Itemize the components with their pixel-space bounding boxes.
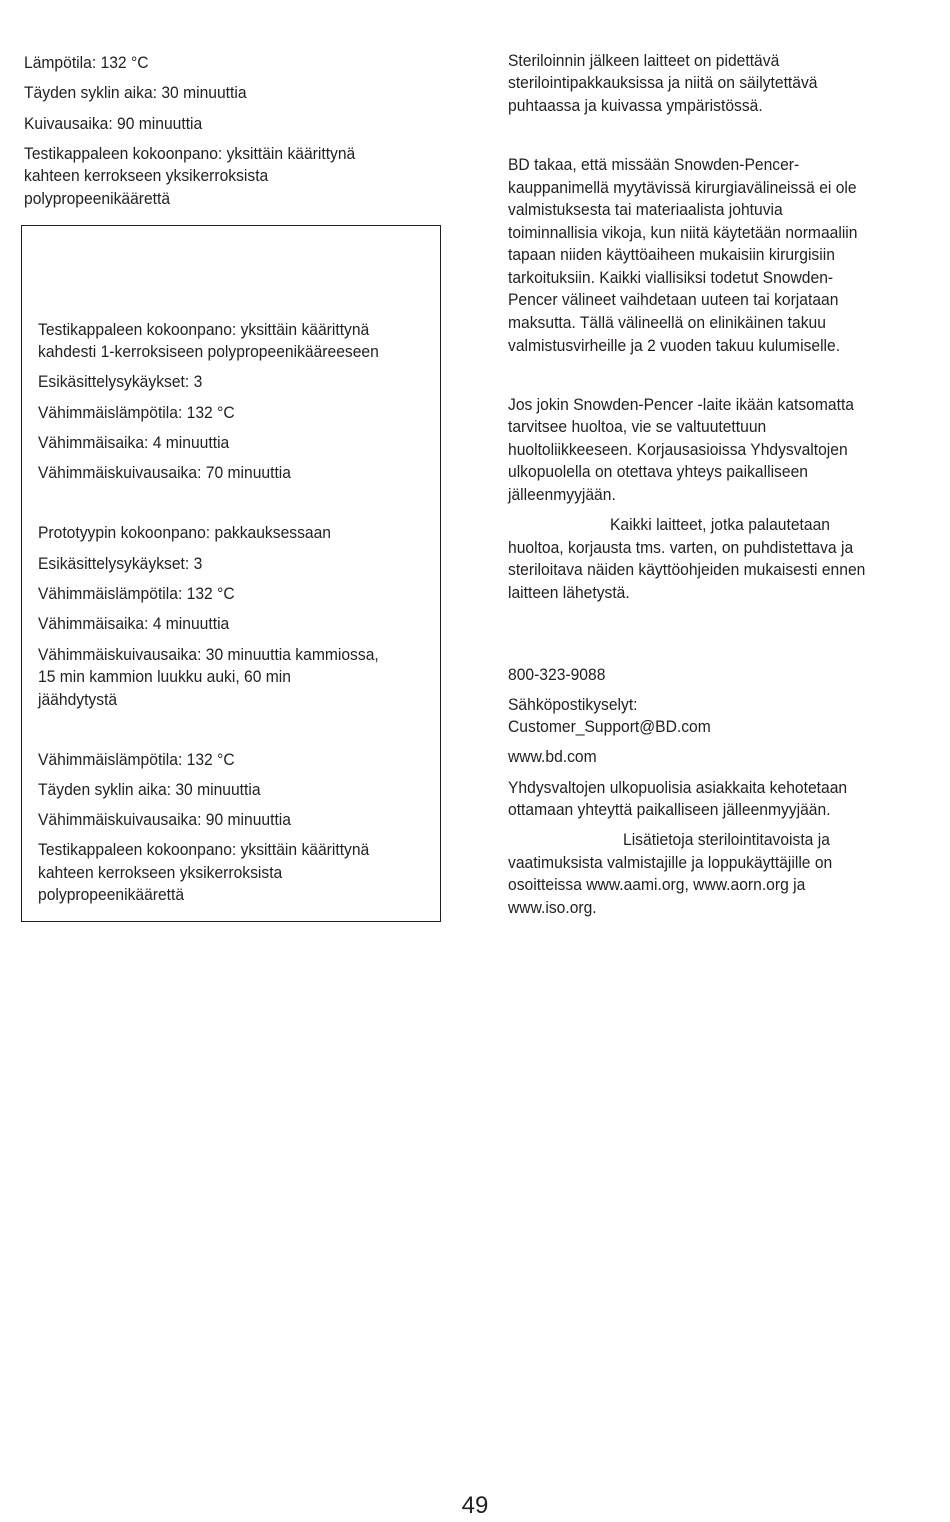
info-paragraph-line: Lisätietoja sterilointitavoista ja xyxy=(623,830,830,849)
test-config-line: kahteen kerrokseen yksikerroksista xyxy=(24,166,269,185)
page-number: 49 xyxy=(461,1492,489,1519)
info-paragraph-line: www.iso.org. xyxy=(508,898,597,917)
storage-paragraph-line: puhtaassa ja kuivassa ympäristössä. xyxy=(508,96,763,115)
min-temperature-line: Vähimmäislämpötila: 132 °C xyxy=(38,750,235,769)
min-drying-line: 15 min kammion luukku auki, 60 min xyxy=(38,667,291,686)
drying-time-line: Kuivausaika: 90 minuuttia xyxy=(24,114,203,133)
warranty-paragraph-line: tapaan niiden käyttöaiheen mukaisiin kirurgisiin xyxy=(508,245,835,264)
warranty-paragraph-line: Pencer välineet vaihdetaan uuteen tai korjataan xyxy=(508,290,839,309)
phone-number: 800-323-9088 xyxy=(508,665,606,684)
min-drying-line: Vähimmäiskuivausaika: 70 minuuttia xyxy=(38,463,291,482)
test-config-line: polypropeenikäärettä xyxy=(38,885,185,904)
temperature-line: Lämpötila: 132 °C xyxy=(24,53,149,72)
warranty-paragraph-line: kauppanimellä myytävissä kirurgiavälineissä ei ole xyxy=(508,178,857,197)
warranty-paragraph-line: valmistuksesta tai materiaalista johtuvia xyxy=(508,200,783,219)
return-paragraph-line: Kaikki laitteet, jotka palautetaan xyxy=(610,515,830,534)
info-paragraph-line: osoitteissa www.aami.org, www.aorn.org ja xyxy=(508,875,806,894)
storage-paragraph-line: Steriloinnin jälkeen laitteet on pidettävä xyxy=(508,51,780,70)
sterilization-parameters-box xyxy=(21,225,441,922)
website-link: www.bd.com xyxy=(508,747,597,766)
warranty-paragraph-line: maksutta. Tällä välineellä on elinikäinen takuu xyxy=(508,313,826,332)
warranty-paragraph-line: BD takaa, että missään Snowden-Pencer- xyxy=(508,155,800,174)
test-config-line: polypropeenikäärettä xyxy=(24,189,171,208)
test-config-line: kahteen kerrokseen yksikerroksista xyxy=(38,863,283,882)
email-address: Customer_Support@BD.com xyxy=(508,717,711,736)
test-config-line: Testikappaleen kokoonpano: yksittäin käärittynä xyxy=(24,144,356,163)
preconditioning-line: Esikäsittelysykäykset: 3 xyxy=(38,372,203,391)
prototype-config-line: Prototyypin kokoonpano: pakkauksessaan xyxy=(38,523,332,542)
storage-paragraph-line: sterilointipakkauksissa ja niitä on säilytettävä xyxy=(508,73,818,92)
test-config-line: Testikappaleen kokoonpano: yksittäin käärittynä xyxy=(38,320,370,339)
min-drying-line: Vähimmäiskuivausaika: 30 minuuttia kammiossa, xyxy=(38,645,379,664)
service-paragraph-line: tarvitsee huoltoa, vie se valtuutettuun xyxy=(508,417,767,436)
service-paragraph-line: huoltoliikkeeseen. Korjausasioissa Yhdysvaltojen xyxy=(508,440,848,459)
min-temperature-line: Vähimmäislämpötila: 132 °C xyxy=(38,403,235,422)
min-drying-line: Vähimmäiskuivausaika: 90 minuuttia xyxy=(38,810,291,829)
international-paragraph-line: ottamaan yhteyttä paikalliseen jälleenmyyjään. xyxy=(508,800,831,819)
min-temperature-line: Vähimmäislämpötila: 132 °C xyxy=(38,584,235,603)
warranty-paragraph-line: tarkoituksiin. Kaikki viallisiksi todetut Snowden- xyxy=(508,268,834,287)
test-config-line: Testikappaleen kokoonpano: yksittäin käärittynä xyxy=(38,840,370,859)
min-time-line: Vähimmäisaika: 4 minuuttia xyxy=(38,433,230,452)
email-label: Sähköpostikyselyt: xyxy=(508,695,638,714)
service-paragraph-line: Jos jokin Snowden-Pencer -laite ikään katsomatta xyxy=(508,395,855,414)
return-paragraph-line: huoltoa, korjausta tms. varten, on puhdistettava ja xyxy=(508,538,854,557)
service-paragraph-line: jälleenmyyjään. xyxy=(508,485,616,504)
test-config-line: kahdesti 1-kerroksiseen polypropeenikääreeseen xyxy=(38,342,379,361)
international-paragraph-line: Yhdysvaltojen ulkopuolisia asiakkaita kehotetaan xyxy=(508,778,848,797)
preconditioning-line: Esikäsittelysykäykset: 3 xyxy=(38,554,203,573)
min-time-line: Vähimmäisaika: 4 minuuttia xyxy=(38,614,230,633)
min-drying-line: jäähdytystä xyxy=(38,690,118,709)
full-cycle-line: Täyden syklin aika: 30 minuuttia xyxy=(38,780,261,799)
warranty-paragraph-line: valmistusvirheille ja 2 vuoden takuu kulumiselle. xyxy=(508,336,841,355)
full-cycle-line: Täyden syklin aika: 30 minuuttia xyxy=(24,83,247,102)
warranty-paragraph-line: toiminnallisia vikoja, kun niitä käytetään normaaliin xyxy=(508,223,858,242)
return-paragraph-line: steriloitava näiden käyttöohjeiden mukaisesti ennen xyxy=(508,560,866,579)
info-paragraph-line: vaatimuksista valmistajille ja loppukäyttäjille on xyxy=(508,853,833,872)
return-paragraph-line: laitteen lähetystä. xyxy=(508,583,630,602)
service-paragraph-line: ulkopuolella on otettava yhteys paikalliseen xyxy=(508,462,808,481)
